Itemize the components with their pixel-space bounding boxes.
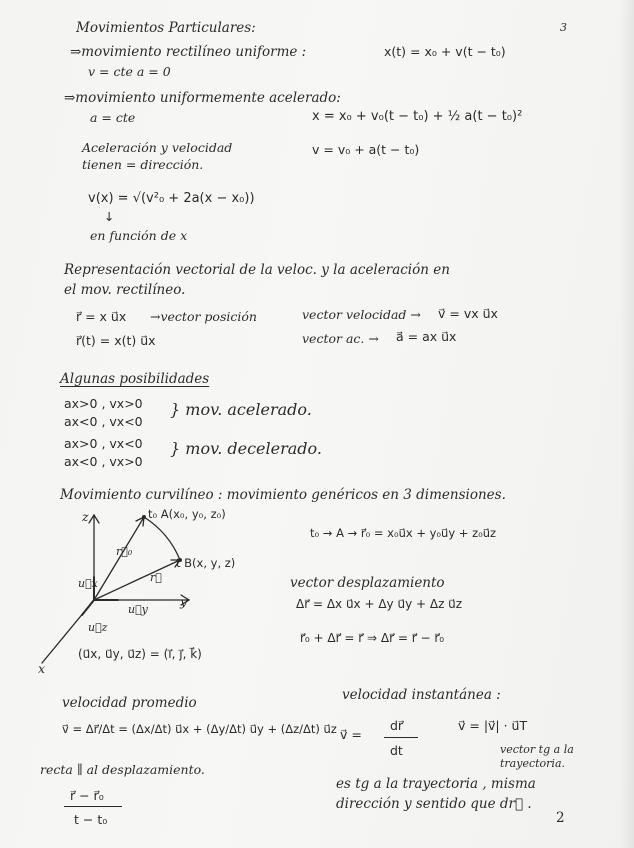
instant-derivative-denominator: dt bbox=[390, 743, 403, 758]
case-line-4: ax<0 , vx>0 bbox=[64, 454, 143, 469]
axis-z-label: z bbox=[82, 509, 89, 524]
point-a-label: t₀ A(x₀, y₀, z₀) bbox=[148, 507, 226, 521]
bracket-accelerated: } mov. acelerado. bbox=[170, 400, 312, 419]
instant-velocity-lhs: v⃗ = bbox=[340, 727, 362, 742]
fraction-bar bbox=[64, 806, 122, 807]
position-vector-label: →vector posición bbox=[150, 309, 257, 324]
mru-label: ⇒movimiento rectilíneo uniforme : bbox=[70, 44, 307, 60]
down-arrow: ↓ bbox=[104, 209, 115, 224]
tangent-note-1: vector tg a la bbox=[500, 743, 574, 756]
position-vector-equation: r⃗ = x u⃗x bbox=[76, 309, 127, 324]
mrua-label: ⇒movimiento uniformemente acelerado: bbox=[64, 90, 341, 106]
displacement-equation: Δr⃗ = Δx u⃗x + Δy u⃗y + Δz u⃗z bbox=[296, 597, 463, 611]
corner-mark: 3 bbox=[560, 21, 567, 34]
displacement-relation: r⃗₀ + Δr⃗ = r⃗ ⇒ Δr⃗ = r⃗ − r⃗₀ bbox=[300, 631, 445, 645]
tangent-note-2: trayectoria. bbox=[500, 757, 565, 770]
mrua-velocity-equation: v = v₀ + a(t − t₀) bbox=[312, 142, 420, 157]
r-label: r⃗ bbox=[150, 571, 162, 584]
case-line-1: ax>0 , vx>0 bbox=[64, 396, 143, 411]
basis-equation: (u⃗x, u⃗y, u⃗z) = (i⃗, j⃗, k⃗) bbox=[78, 647, 202, 661]
acceleration-vector-label: vector ac. → bbox=[302, 331, 379, 346]
fraction-numerator: r⃗ − r⃗₀ bbox=[70, 788, 104, 803]
average-velocity-title: velocidad promedio bbox=[62, 695, 197, 711]
mru-condition: v = cte a = 0 bbox=[88, 64, 171, 79]
section-title-posibilidades: Algunas posibilidades bbox=[60, 371, 210, 387]
velocity-vector-label: vector velocidad → bbox=[302, 307, 421, 322]
instant-velocity-magnitude: v⃗ = |v⃗| · u⃗T bbox=[458, 718, 528, 733]
mrua-condition: a = cte bbox=[90, 110, 136, 125]
ux-unit-vector bbox=[82, 600, 94, 615]
r-vector bbox=[94, 560, 180, 600]
axis-x-label: x bbox=[38, 661, 46, 676]
case-line-3: ax>0 , vx<0 bbox=[64, 436, 143, 451]
note-line-1: Aceleración y velocidad bbox=[82, 140, 233, 155]
note-line-2: tienen = dirección. bbox=[82, 157, 204, 172]
uz-label: u⃗z bbox=[88, 621, 108, 634]
bracket-decelerated: } mov. decelerado. bbox=[170, 439, 322, 458]
uy-label: u⃗y bbox=[128, 603, 148, 616]
velocity-vector-equation: v⃗ = vx u⃗x bbox=[438, 306, 498, 321]
displacement-title: vector desplazamiento bbox=[290, 575, 445, 591]
section-title-curvilineo: Movimiento curvilíneo : movimiento genéricos en 3 dimensiones. bbox=[60, 487, 506, 503]
case-line-2: ax<0 , vx<0 bbox=[64, 414, 143, 429]
tangent-line-2: dirección y sentido que dr⃗ . bbox=[336, 796, 532, 812]
mru-equation: x(t) = x₀ + v(t − t₀) bbox=[384, 44, 506, 59]
acceleration-vector-equation: a⃗ = ax u⃗x bbox=[396, 329, 457, 344]
instant-derivative-numerator: dr⃗ bbox=[390, 718, 404, 733]
section-title-vectorial-1: Representación vectorial de la veloc. y la aceleración en bbox=[64, 262, 450, 278]
axis-y-label: y bbox=[180, 594, 188, 609]
instant-velocity-title: velocidad instantánea : bbox=[342, 687, 501, 703]
mrua-position-equation: x = x₀ + v₀(t − t₀) + ½ a(t − t₀)² bbox=[312, 109, 523, 124]
velocity-of-x-equation: v(x) = √(v²₀ + 2a(x − x₀)) bbox=[88, 191, 255, 206]
tangent-line-1: es tg a la trayectoria , misma bbox=[336, 776, 536, 792]
function-of-x-note: en función de x bbox=[90, 228, 188, 243]
point-a-position-equation: t₀ → A → r⃗₀ = x₀u⃗x + y₀u⃗y + z₀u⃗z bbox=[310, 526, 497, 540]
r0-vector bbox=[94, 517, 144, 600]
fraction-denominator: t − t₀ bbox=[74, 812, 108, 827]
r0-label: r⃗₀ bbox=[116, 545, 133, 558]
position-vector-time: r⃗(t) = x(t) u⃗x bbox=[76, 333, 156, 348]
trajectory-curve bbox=[144, 517, 180, 560]
average-velocity-equation: v⃗ = Δr⃗/Δt = (Δx/Δt) u⃗x + (Δy/Δt) u⃗y + (Δz/Δt) u⃗z bbox=[62, 722, 337, 736]
derivative-bar bbox=[384, 737, 418, 738]
section-title-movimientos: Movimientos Particulares: bbox=[76, 20, 256, 36]
ux-label: u⃗x bbox=[78, 577, 98, 590]
point-b-label: t B(x, y, z) bbox=[176, 556, 236, 570]
average-velocity-note: recta ∥ al desplazamiento. bbox=[40, 762, 205, 777]
point-a-dot bbox=[142, 515, 146, 519]
section-title-vectorial-2: el mov. rectilíneo. bbox=[64, 282, 186, 298]
page-number: 2 bbox=[556, 810, 565, 826]
